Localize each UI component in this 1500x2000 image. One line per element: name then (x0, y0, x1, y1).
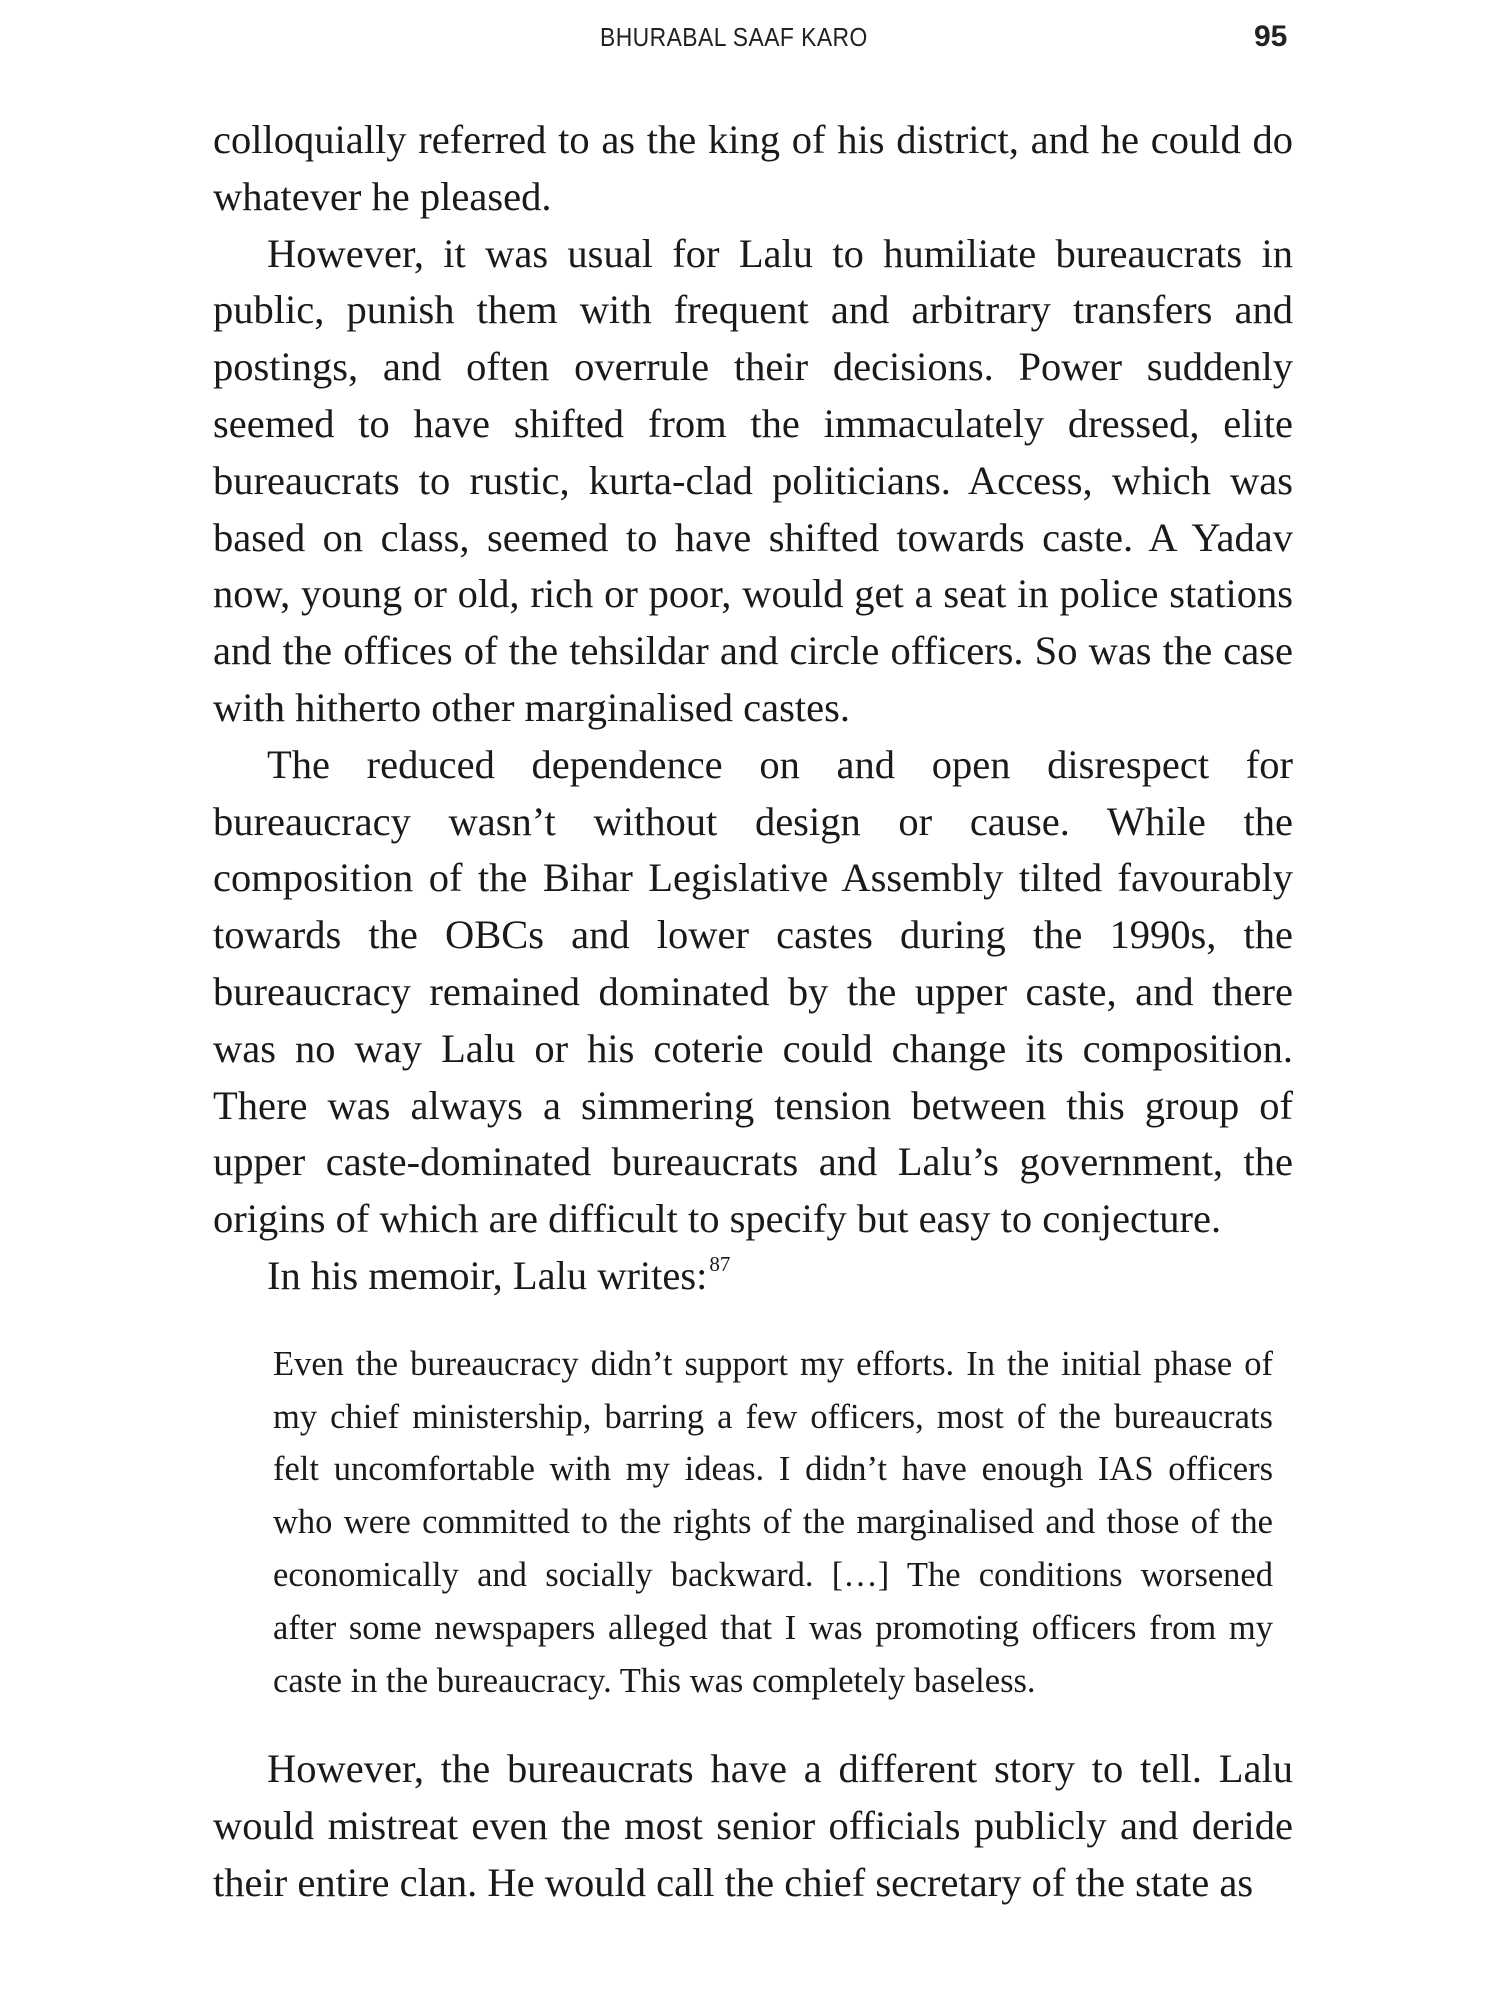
memoir-intro (213, 1248, 1293, 1311)
memoir-block-quote: Even the bureaucracy didn’t support my efforts. In the initial phase of my chief ministership, barring a few officers, most of the bureaucrats felt uncomfortable with my ideas. I didn’t have enough IAS officers who were committed to the rights of the marginalised and those of the economically and socially backward. […] The conditions worsened after some newspapers alleged that I was promoting officers from my caste in the bureaucracy. This was completely baseless. (273, 1344, 1273, 1700)
running-header (0, 22, 1500, 66)
paragraph-continued: colloquially referred to as the king of his district, and he could do whatever he pleased. (213, 117, 1293, 219)
paragraph-bureaucrats-humiliated: However, it was usual for Lalu to humiliate bureaucrats in public, punish them with frequent and arbitrary transfers and postings, and often overrule their decisions. Power suddenly seemed to have shifted from the immaculately dressed, elite bureaucrats to rustic, kurta-clad politicians. Access, which was based on class, seemed to have shifted towards caste. A Yadav now, young or old, rich or poor, would get a seat in police stations and the offices of the tehsildar and circle officers. So was the case with hitherto other marginalised castes. (213, 230, 1293, 730)
body-text (213, 112, 1293, 1912)
paragraph-bureaucrats-story: However, the bureaucrats have a different story to tell. Lalu would mistreat even the most senior officials publicly and deride their entire clan. He would call the chief secretary of the state as (213, 1746, 1293, 1905)
memoir-intro-text: In his memoir, Lalu writes: (267, 1252, 708, 1298)
paragraph-reduced-dependence: The reduced dependence on and open disrespect for bureaucracy wasn’t without design or cause. While the composition of the Bihar Legislative Assembly tilted favourably towards the OBCs and lower castes during the 1990s, the bureaucracy remained dominated by the upper caste, and there was no way Lalu or his coterie could change its composition. There was always a simmering tension between this group of upper caste-dominated bureaucrats and Lalu’s government, the origins of which are difficult to specify but easy to conjecture. (213, 741, 1293, 1242)
page-number: 95 (1254, 20, 1288, 53)
running-title: BHURABAL SAAF KARO (600, 22, 868, 52)
footnote-reference: 87 (709, 1251, 731, 1276)
